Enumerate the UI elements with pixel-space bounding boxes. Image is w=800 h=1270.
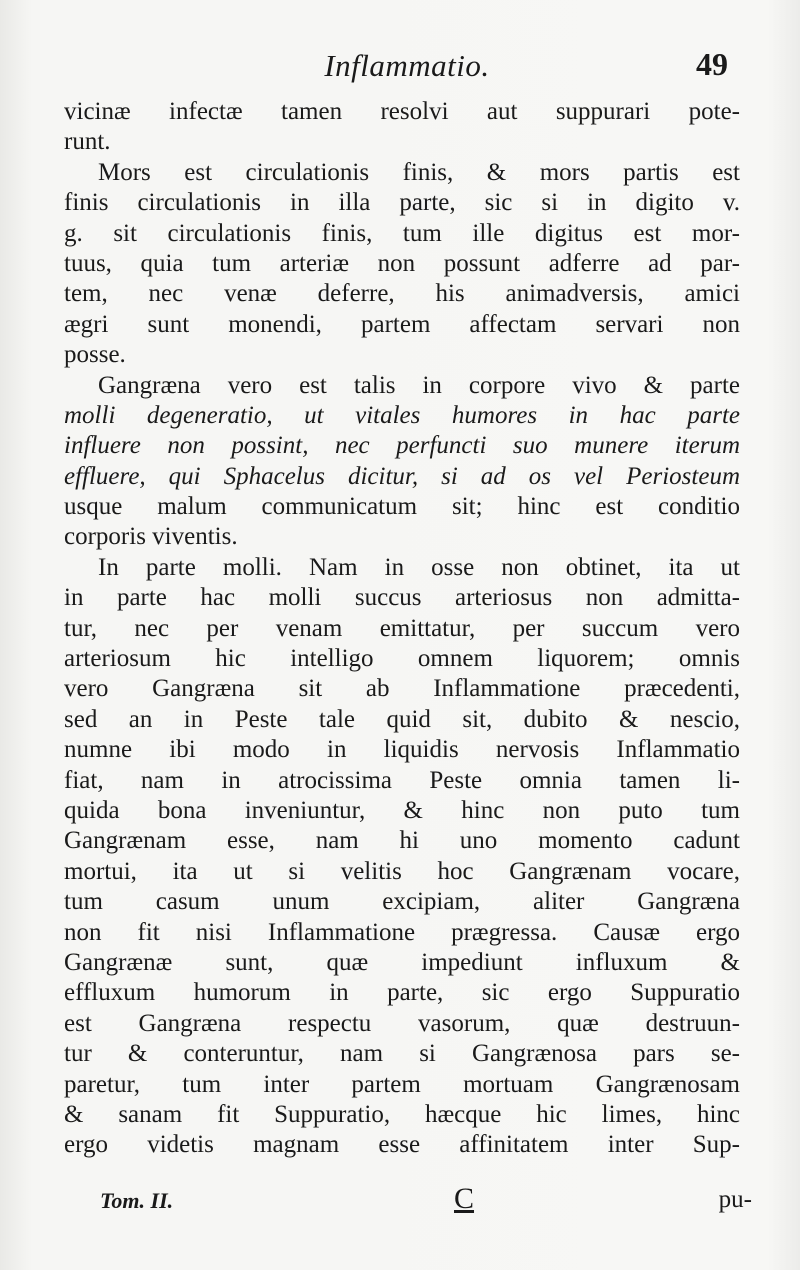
text-line: & sanam fit Suppuratio, hæcque hic limes, hinc — [64, 1100, 740, 1128]
text-line: tum casum unum excipiam, aliter Gangræna — [64, 888, 740, 916]
signature-mark: C — [454, 1182, 475, 1215]
text-line: fiat, nam in atrocissima Peste omnia tamen li- — [64, 766, 740, 794]
text-line: Gangrænam esse, nam hi uno momento cadunt — [64, 827, 740, 855]
text-line: tem, nec venæ deferre, his animadversis, amici — [64, 280, 740, 308]
text-line: vicinæ infectæ tamen resolvi aut suppurari pote- — [64, 98, 740, 125]
text-line: influere non possint, nec perfuncti suo munere iterum — [64, 432, 740, 460]
text-line: tuus, quia tum arteriæ non possunt adferre ad par- — [64, 249, 740, 277]
text-line: in parte hac molli succus arteriosus non admitta- — [64, 584, 740, 612]
text-line: tur, nec per venam emittatur, per succum vero — [64, 614, 740, 642]
text-line: Gangrænæ sunt, quæ impediunt influxum & — [64, 948, 740, 976]
page-header — [62, 44, 752, 94]
text-line: arteriosum hic intelligo omnem liquorem; omnis — [64, 645, 740, 673]
text-line: quida bona inveniuntur, & hinc non puto tum — [64, 796, 740, 824]
catchword: pu- — [718, 1186, 752, 1213]
text-line: ægri sunt monendi, partem affectam servari non — [64, 310, 740, 338]
text-line: sed an in Peste tale quid sit, dubito & nescio, — [64, 705, 740, 733]
text-line: paretur, tum inter partem mortuam Gangrænosam — [64, 1070, 740, 1098]
text-line: finis circulationis in illa parte, sic si in digito v. — [64, 189, 740, 217]
text-line: mortui, ita ut si velitis hoc Gangrænam vocare, — [64, 857, 740, 885]
text-line: corporis viventis. — [64, 523, 238, 551]
body-text — [64, 97, 740, 1161]
text-line: effluere, qui Sphacelus dicitur, si ad os vel Periosteum — [64, 462, 740, 490]
text-line: molli degeneratio, ut vitales humores in hac parte — [64, 401, 740, 429]
text-line: Gangræna vero est talis in corpore vivo & parte — [98, 371, 740, 399]
text-line: vero Gangræna sit ab Inflammatione præcedenti, — [64, 675, 740, 703]
text-line: numne ibi modo in liquidis nervosis Inflammatio — [64, 736, 740, 764]
text-line: Mors est circulationis finis, & mors partis est — [98, 158, 740, 186]
running-title: Inflammatio. — [324, 48, 490, 83]
text-line: usque malum communicatum sit; hinc est conditio — [64, 493, 740, 521]
text-line: non fit nisi Inflammatione prægressa. Causæ ergo — [64, 918, 740, 946]
text-line: posse. — [64, 341, 126, 369]
page-number: 49 — [696, 46, 728, 82]
text-line: ergo videtis magnam esse affinitatem inter Sup- — [64, 1131, 740, 1159]
text-line: effluxum humorum in parte, sic ergo Suppuratio — [64, 979, 740, 1007]
text-line: est Gangræna respectu vasorum, quæ destruun- — [64, 1009, 740, 1037]
page-footer — [100, 1180, 760, 1220]
text-line: g. sit circulationis finis, tum ille digitus est mor- — [64, 219, 740, 247]
text-line: tur & conteruntur, nam si Gangrænosa pars se- — [64, 1040, 740, 1068]
volume-label: Tom. II. — [100, 1188, 174, 1213]
text-line: runt. — [64, 128, 111, 156]
text-line: In parte molli. Nam in osse non obtinet, ita ut — [98, 553, 740, 581]
